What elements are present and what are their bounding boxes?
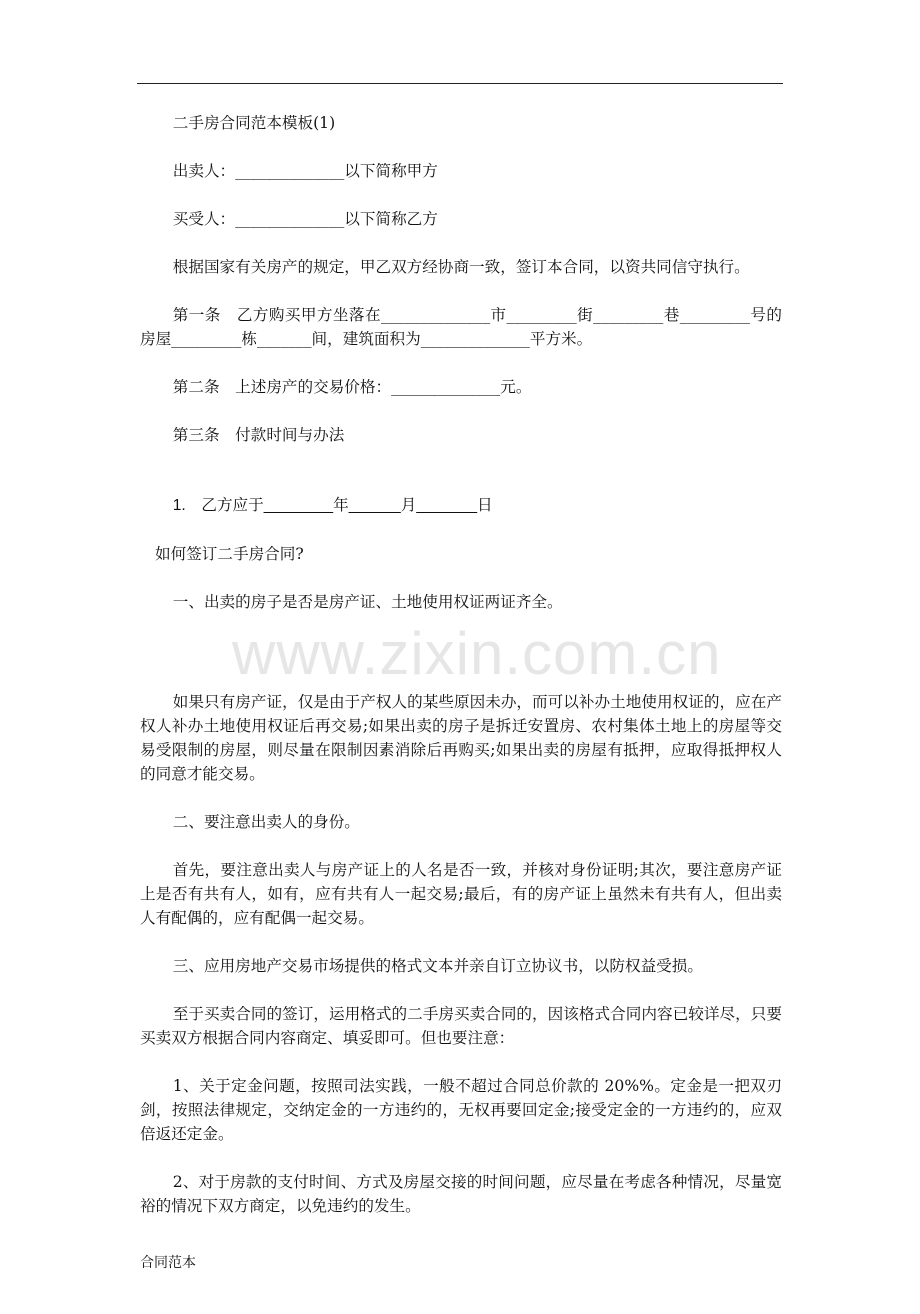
document-title: 二手房合同范本模板(1) (172, 114, 336, 132)
note-1: 1、关于定金问题，按照司法实践，一般不超过合同总价款的 20%%。定金是一把双刃剑，按照法律规定，交纳定金的一方违约的，无权再要回定金;接受定金的一方违约的，应双倍返还定金。 (140, 1077, 782, 1143)
watermark: www.zixin.com.cn (232, 620, 722, 687)
article-3: 第三条 付款时间与办法 (172, 426, 345, 444)
point-3-heading: 三、应用房地产交易市场提供的格式文本并亲自订立协议书，以防权益受损。 (172, 957, 703, 975)
point-2-body: 首先，要注意出卖人与房产证上的人名是否一致，并核对身份证明;其次，要注意房产证上是否有共有人，如有，应有共有人一起交易;最后，有的房产证上虽然未有共有人，但出卖人有配偶的，应有配偶一起交易。 (140, 861, 782, 927)
point-1-body: 如果只有房产证，仅是由于产权人的某些原因未办，而可以补办土地使用权证的，应在产权人补办土地使用权证后再交易;如果出卖的房子是拆迁安置房、农村集体土地上的房屋等交易受限制的房屋，则尽量在限制因素消除后再购买;如果出卖的房屋有抵押，应取得抵押权人的同意才能交易。 (140, 693, 782, 783)
payment-item-1: 1. 乙方应于________年______月_______日 (172, 497, 493, 514)
point-3-body: 至于买卖合同的签订，运用格式的二手房买卖合同的，因该格式合同内容已较详尽，只要买卖双方根据合同内容商定、填妥即可。但也要注意： (140, 1005, 782, 1047)
page-footer: 合同范本 (140, 1255, 196, 1271)
article-1: 第一条 乙方购买甲方坐落在______________市_________街_________巷_________号的房屋_________栋_______间，建筑面积为______________平方米。 (140, 306, 782, 348)
seller-line: 出卖人：______________以下简称甲方 (172, 162, 438, 180)
preamble: 根据国家有关房产的规定，甲乙双方经协商一致，签订本合同，以资共同信守执行。 (172, 258, 750, 276)
document-body (140, 111, 782, 1314)
point-1-heading: 一、出卖的房子是否是房产证、土地使用权证两证齐全。 (172, 593, 563, 611)
note-2: 2、对于房款的支付时间、方式及房屋交接的时间问题，应尽量在考虑各种情况，尽量宽裕的情况下双方商定，以免违约的发生。 (140, 1173, 782, 1215)
header-rule (137, 83, 783, 84)
guide-heading: 如何签订二手房合同? (155, 545, 304, 563)
point-2-heading: 二、要注意出卖人的身份。 (172, 813, 360, 831)
article-2: 第二条 上述房产的交易价格：______________元。 (172, 378, 532, 396)
buyer-line: 买受人：______________以下简称乙方 (172, 210, 438, 228)
